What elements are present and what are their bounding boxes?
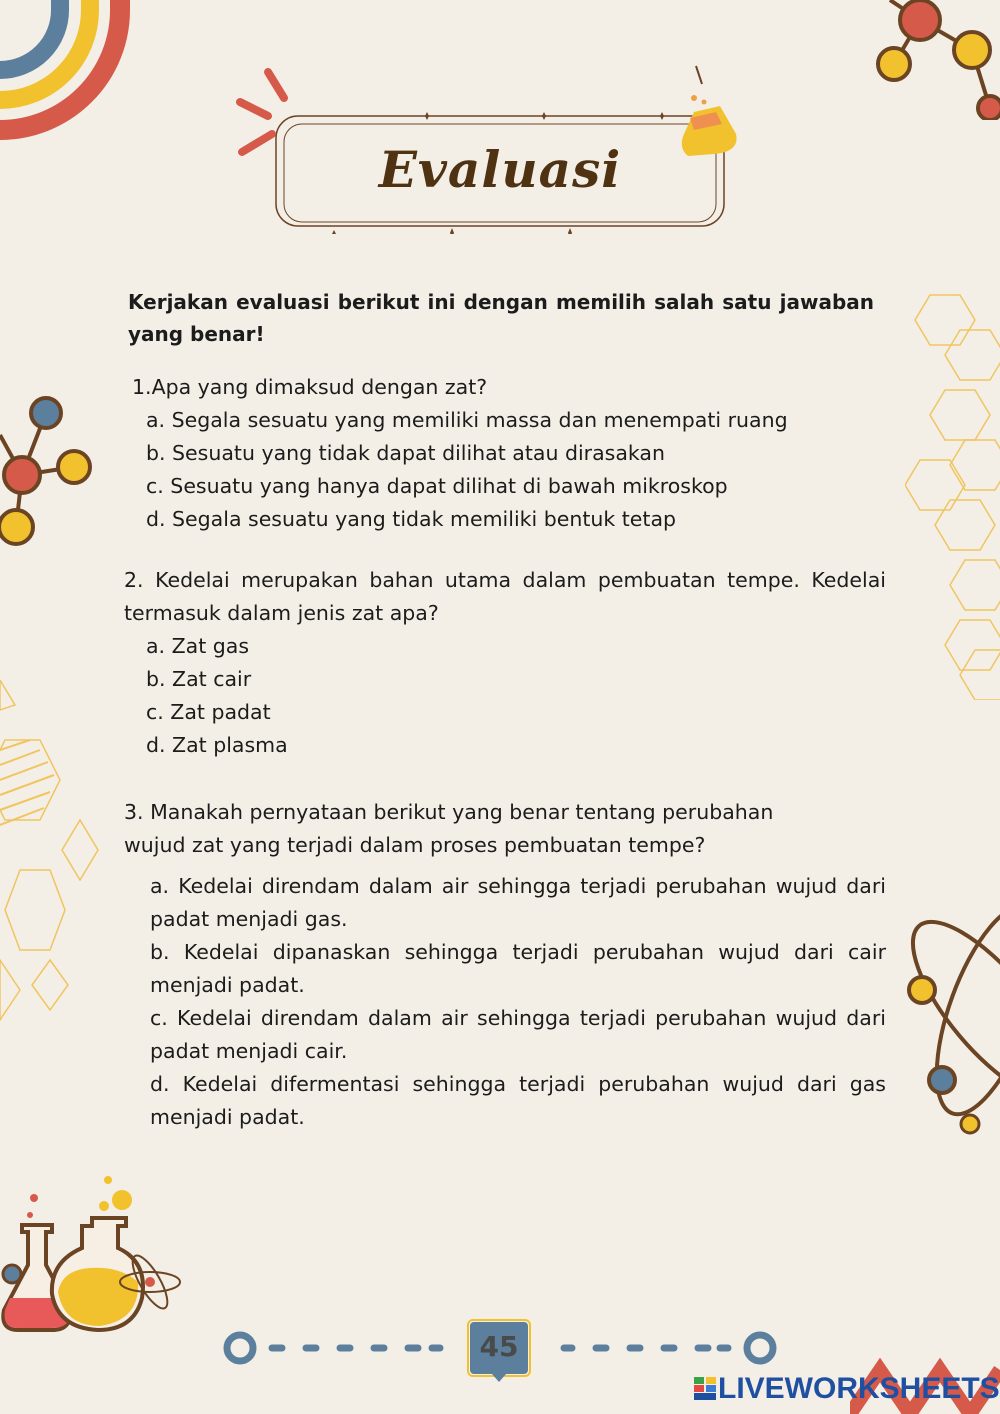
answer-option-d[interactable]: d. Segala sesuatu yang tidak memiliki bentuk tetap [146,507,677,531]
answer-option-a[interactable]: a. Kedelai direndam dalam air sehingga terjadi perubahan wujud dari padat menjadi gas. [150,874,886,931]
question-number: 2. [124,568,144,592]
liveworksheets-watermark [694,1372,1000,1406]
answer-option-b[interactable]: b. Kedelai dipanaskan sehingga terjadi perubahan wujud dari cair menjadi padat. [150,940,886,997]
answer-option-b[interactable]: b. Zat cair [146,667,252,691]
page-title: Evaluasi [378,140,622,199]
hexagon-pattern [0,680,105,1030]
molecule-icon [0,395,100,555]
instruction-text: Kerjakan evaluasi berikut ini dengan memilih salah satu jawaban yang benar! [128,290,874,346]
question-prompt: Apa yang dimaksud dengan zat? [151,375,488,399]
liveworksheets-logo-icon [694,1377,716,1401]
page-number: 45 [479,1330,519,1363]
question-number: 3. [124,800,144,824]
answer-option-c[interactable]: c. Sesuatu yang hanya dapat dilihat di bawah mikroskop [146,474,728,498]
answer-option-d[interactable]: d. Kedelai difermentasi sehingga terjadi perubahan wujud dari gas menjadi padat. [150,1072,886,1129]
rainbow-arc-icon [0,0,140,140]
answer-option-d[interactable]: d. Zat plasma [146,733,288,757]
question-text [124,371,886,404]
atom-icon [900,890,1000,1140]
question-3 [124,796,886,1134]
question-1 [124,371,886,536]
answer-option-b[interactable]: b. Sesuatu yang tidak dapat dilihat atau dirasakan [146,441,665,465]
answer-option-a[interactable]: a. Zat gas [146,634,250,658]
question-prompt: Manakah pernyataan berikut yang benar tentang perubahan wujud zat yang terjadi dalam proses pembuatan tempe? [124,800,774,857]
question-2 [124,564,886,762]
answer-option-c[interactable]: c. Zat padat [146,700,271,724]
question-text [124,796,829,862]
question-prompt: Kedelai merupakan bahan utama dalam pembuatan tempe. Kedelai termasuk dalam jenis zat apa? [124,568,886,625]
question-text [124,564,886,630]
answer-option-c[interactable]: c. Kedelai direndam dalam air sehingga terjadi perubahan wujud dari padat menjadi cair. [150,1006,886,1063]
question-number: 1. [132,375,152,399]
answer-option-a[interactable]: a. Segala sesuatu yang memiliki massa dan menempati ruang [146,408,788,432]
watermark-text: LIVEWORKSHEETS [718,1372,1000,1405]
hexagon-pattern [905,290,1000,700]
molecule-icon [860,0,1000,120]
